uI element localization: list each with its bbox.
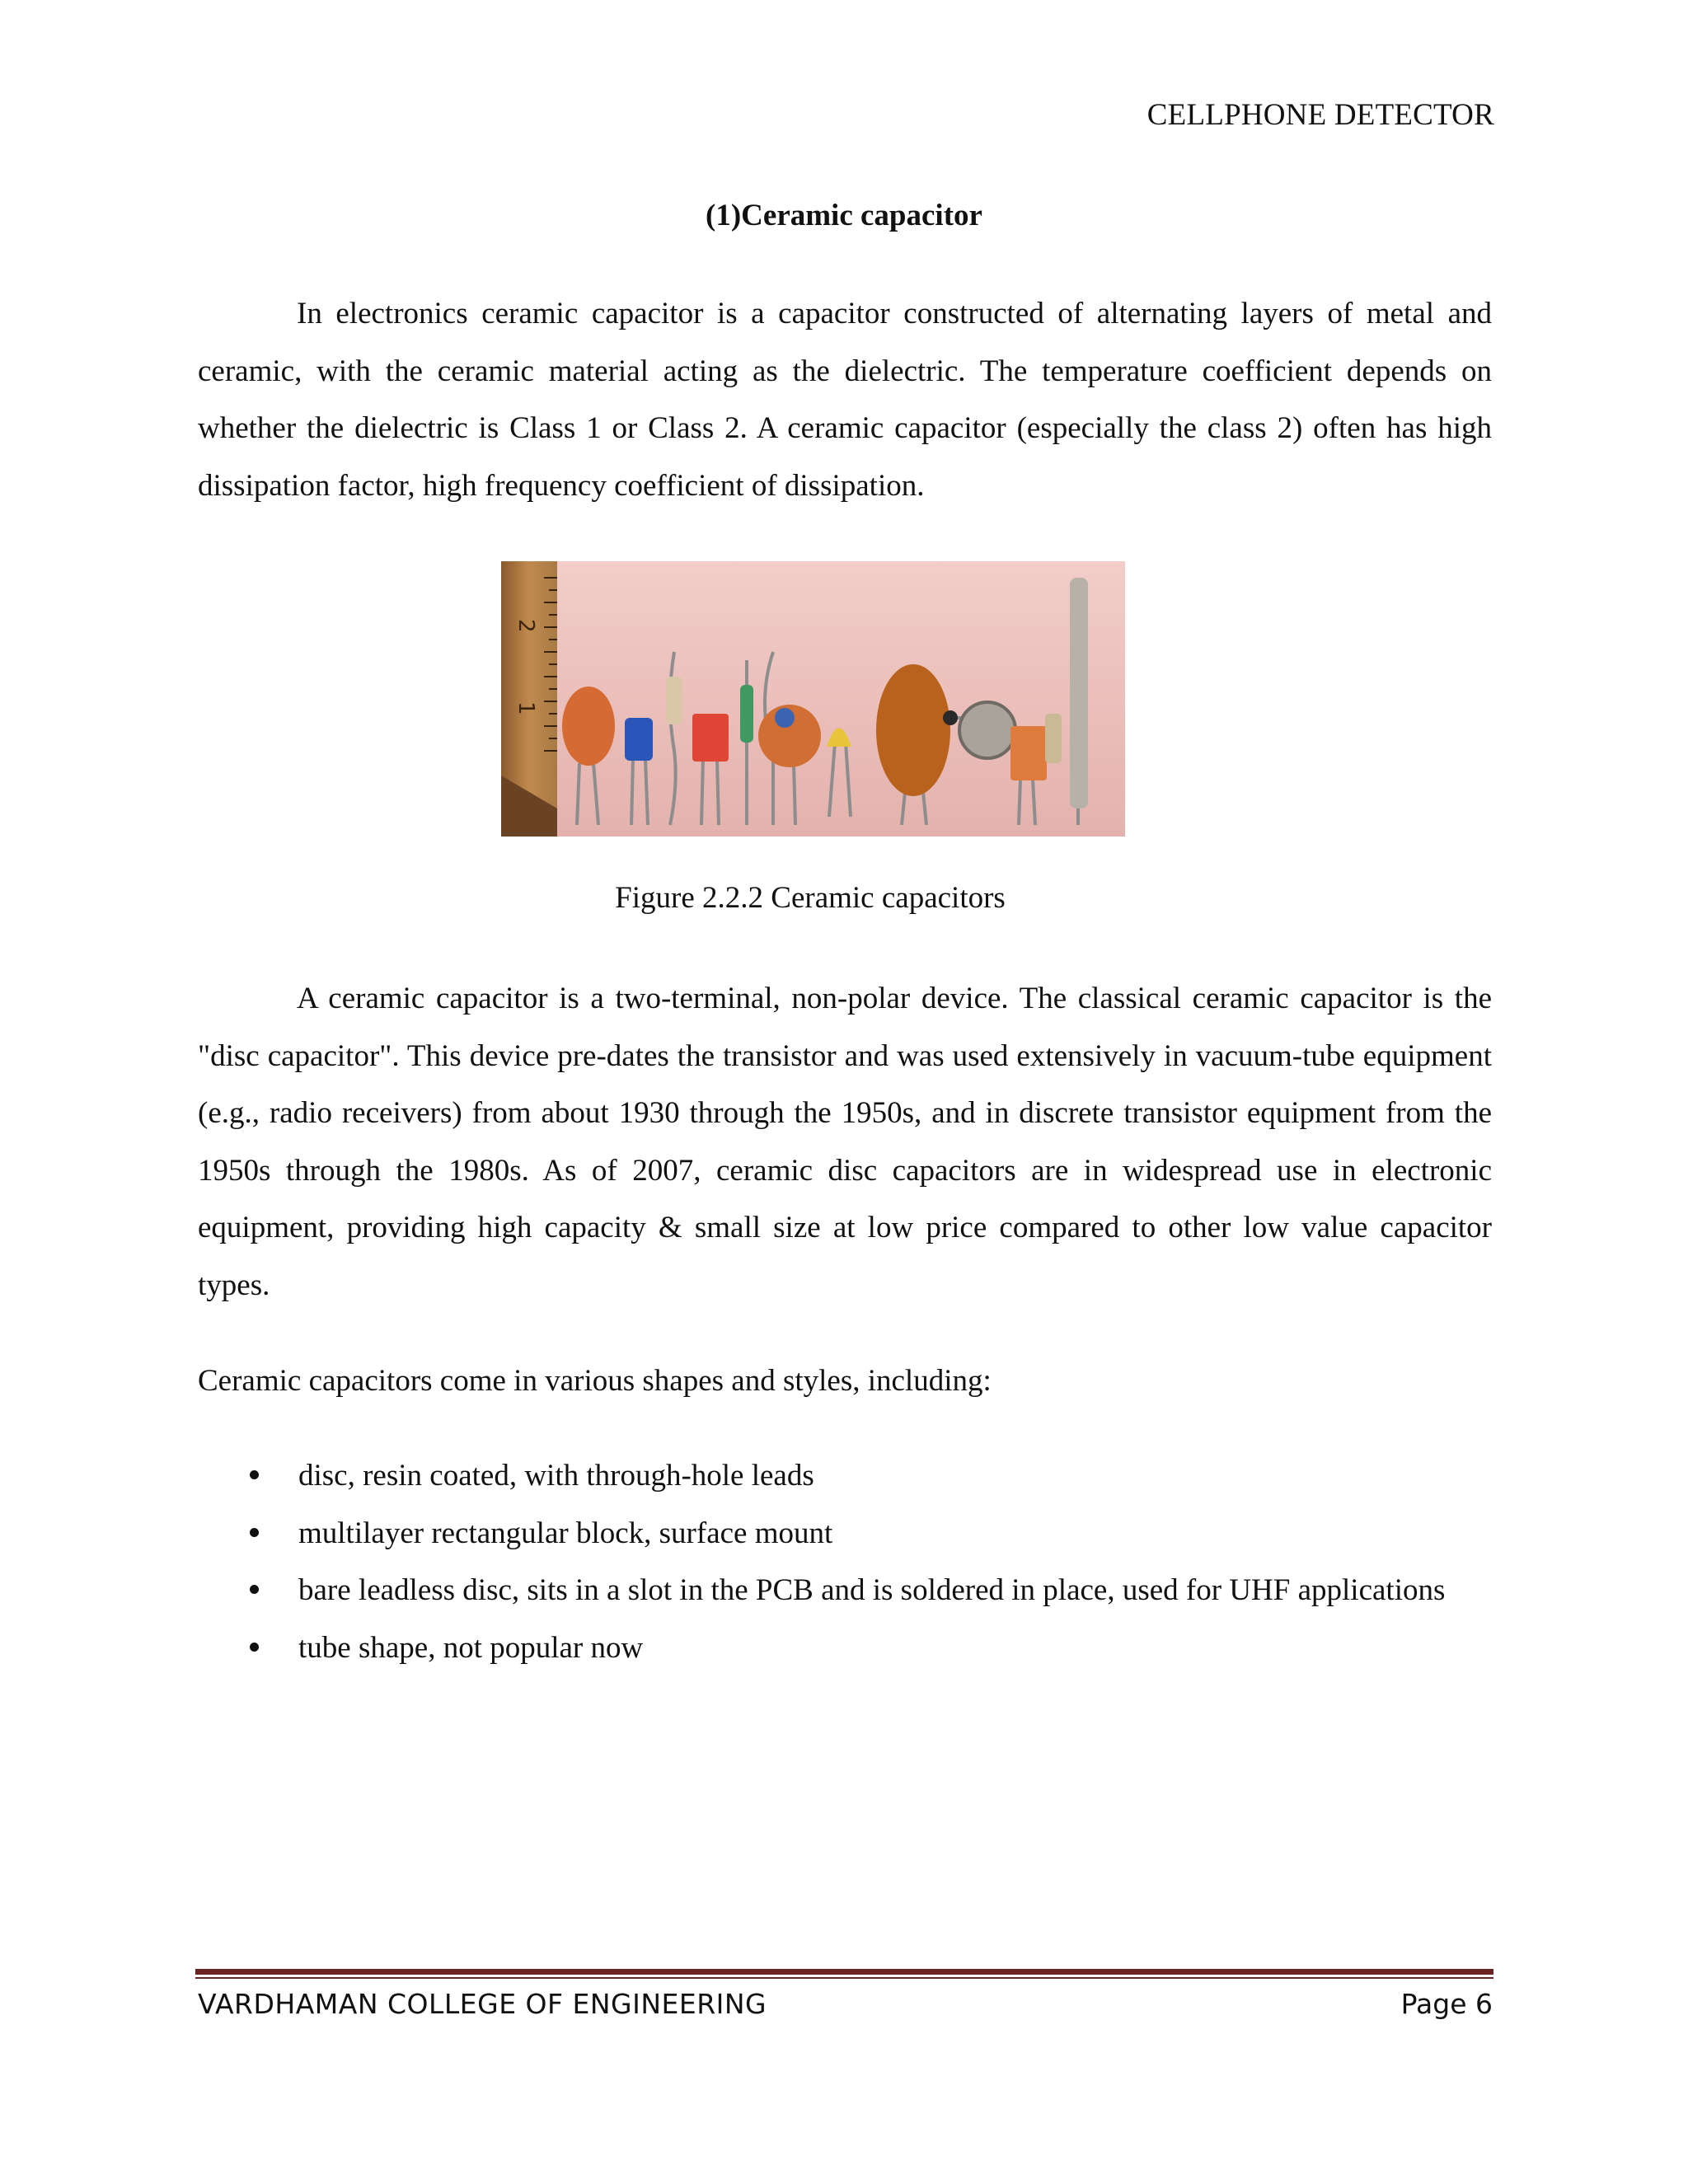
list-item-text: disc, resin coated, with through-hole leads: [298, 1459, 814, 1493]
capacitor-disc-orange: [562, 687, 615, 766]
bullet-icon: [250, 1470, 259, 1479]
capacitor-block-red: [692, 714, 729, 762]
capacitor-disc-large-brown: [876, 664, 950, 796]
footer-rule: [195, 1969, 1493, 1975]
list-item: [198, 1619, 1492, 1677]
ruler-digit: 2: [513, 619, 538, 633]
list-item-text: multilayer rectangular block, surface mount: [298, 1516, 833, 1550]
footer-page-number: Page 6: [1400, 1988, 1493, 2020]
shapes-list: [198, 1447, 1492, 1676]
bullet-icon: [250, 1643, 259, 1652]
paragraph-disc-capacitor: A ceramic capacitor is a two-terminal, non-polar device. The classical ceramic capacitor is the "disc capacitor". This device pre-dates the transistor and was used extensively in vacuum-tube equipment (e.g., radio receivers) from about 1930 through the 1950s, and in discrete transistor equipment from the 1950s through the 1980s. As of 2007, ceramic disc capacitors are in widespread use in electronic equipment, providing high capacity & small size at low price compared to other low value capacitor types.: [198, 982, 1492, 1302]
capacitor-block-blue: [625, 718, 653, 761]
section-title: (1)Ceramic capacitor: [706, 199, 982, 232]
capacitor-tube-silver: [1070, 578, 1088, 808]
running-header: CELLPHONE DETECTOR: [1146, 98, 1494, 132]
paragraph-intro: In electronics ceramic capacitor is a capacitor constructed of alternating layers of metal and ceramic, with the ceramic material acting as the dielectric. The temperature coefficient depends on whether the dielectric is Class 1 or Class 2. A ceramic capacitor (especially the class 2) often has high dissipation factor, high frequency coefficient of dissipation.: [198, 297, 1492, 503]
capacitor-block-orange: [1010, 726, 1047, 780]
list-item-text: tube shape, not popular now: [298, 1630, 644, 1665]
ceramic-capacitors-photo: [501, 561, 1125, 837]
capacitor-small-black: [943, 710, 958, 725]
list-item: [198, 1562, 1492, 1619]
bullet-icon: [250, 1528, 259, 1537]
footer-rule-thin: [195, 1977, 1493, 1979]
capacitor-tube-beige: [666, 677, 682, 724]
list-item: [198, 1505, 1492, 1563]
capacitor-disc-silver: [959, 702, 1015, 758]
figure-caption: Figure 2.2.2 Ceramic capacitors: [615, 881, 1006, 915]
list-item: [198, 1447, 1492, 1505]
list-item-text: bare leadless disc, sits in a slot in the PCB and is soldered in place, used for UHF applications: [298, 1573, 1446, 1607]
bullet-icon: [250, 1585, 259, 1594]
ruler-digit: 1: [513, 701, 538, 715]
capacitor-tube-green: [740, 685, 753, 743]
paragraph-shapes-intro: Ceramic capacitors come in various shapes and styles, including:: [198, 1364, 992, 1398]
footer-institution: VARDHAMAN COLLEGE OF ENGINEERING: [198, 1988, 767, 2020]
